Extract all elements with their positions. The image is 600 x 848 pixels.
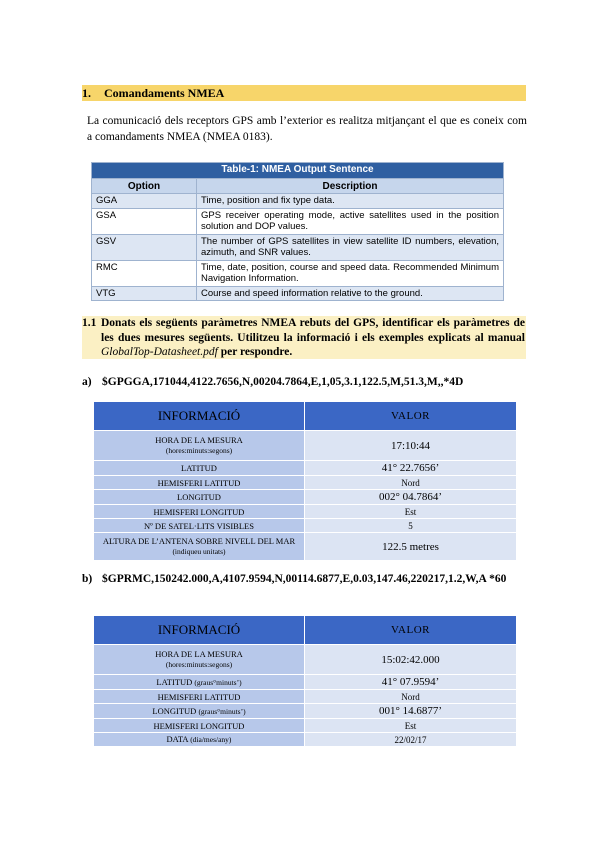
header-value: VALOR bbox=[305, 616, 517, 645]
table-row bbox=[94, 490, 517, 505]
info-label bbox=[94, 733, 305, 747]
info-value: 122.5 metres bbox=[305, 533, 517, 561]
option-cell: RMC bbox=[92, 260, 197, 286]
label-text: HORA DE LA MESURA bbox=[155, 435, 243, 445]
info-value: Est bbox=[305, 505, 517, 519]
info-value: 5 bbox=[305, 519, 517, 533]
description-cell: GPS receiver operating mode, active satellites used in the position solution and DOP values. bbox=[197, 208, 504, 234]
table-row bbox=[94, 431, 517, 461]
info-value: 001° 14.6877’ bbox=[305, 704, 517, 719]
header-value: VALOR bbox=[305, 402, 517, 431]
answer-table-b bbox=[93, 615, 517, 747]
column-header-description: Description bbox=[197, 179, 504, 194]
info-label: HEMISFERI LONGITUD bbox=[94, 505, 305, 519]
description-cell: Time, position and fix type data. bbox=[197, 194, 504, 209]
header-info: INFORMACIÓ bbox=[94, 402, 305, 431]
table-row bbox=[94, 533, 517, 561]
info-label: LONGITUD bbox=[94, 490, 305, 505]
info-value: 15:02:42.000 bbox=[305, 645, 517, 675]
nmea-output-table bbox=[91, 162, 504, 301]
info-label bbox=[94, 675, 305, 690]
info-label bbox=[94, 645, 305, 675]
label-text: DATA bbox=[166, 734, 189, 744]
label-text: HORA DE LA MESURA bbox=[155, 649, 243, 659]
option-cell: VTG bbox=[92, 286, 197, 301]
info-label: LATITUD bbox=[94, 461, 305, 476]
table-row bbox=[92, 208, 504, 234]
table-row bbox=[94, 519, 517, 533]
description-cell: The number of GPS satellites in view satellite ID numbers, elevation, azimuth, and SNR values. bbox=[197, 234, 504, 260]
info-label: Nº DE SATEL·LITS VISIBLES bbox=[94, 519, 305, 533]
label-text: LATITUD bbox=[156, 676, 193, 687]
header-info: INFORMACIÓ bbox=[94, 616, 305, 645]
info-value: Nord bbox=[305, 476, 517, 490]
label-text: ALTURA DE L’ANTENA SOBRE NIVELL DEL MAR bbox=[102, 536, 296, 546]
option-cell: GSV bbox=[92, 234, 197, 260]
info-value: 002° 04.7864’ bbox=[305, 490, 517, 505]
label-unit: (dia/mes/any) bbox=[190, 735, 232, 744]
label-unit: (graus°minuts’) bbox=[198, 706, 246, 716]
table-row bbox=[94, 476, 517, 490]
info-label bbox=[94, 533, 305, 561]
table-row bbox=[94, 461, 517, 476]
info-label: HEMISFERI LATITUD bbox=[94, 690, 305, 704]
subsection-text-after: per respondre. bbox=[217, 346, 293, 358]
label-text: LONGITUD bbox=[152, 705, 197, 716]
table-row bbox=[94, 719, 517, 733]
table-row bbox=[94, 704, 517, 719]
label-unit: (graus°minuts’) bbox=[194, 677, 242, 687]
nmea-sentence: $GPGGA,171044,4122.7656,N,00204.7864,E,1,05,3.1,122.5,M,51.3,M,,*4D bbox=[102, 376, 464, 388]
label-unit: (hores:minuts:segons) bbox=[165, 660, 233, 669]
table-row bbox=[92, 286, 504, 301]
question-label: b) bbox=[82, 573, 93, 585]
section-number: 1. bbox=[82, 86, 91, 100]
table-row bbox=[92, 260, 504, 286]
description-cell: Time, date, position, course and speed data. Recommended Minimum Navigation Information. bbox=[197, 260, 504, 286]
subsection-text bbox=[101, 316, 525, 360]
label-unit: (hores:minuts:segons) bbox=[165, 446, 233, 455]
info-label: HEMISFERI LATITUD bbox=[94, 476, 305, 490]
info-label: HEMISFERI LONGITUD bbox=[94, 719, 305, 733]
table-row bbox=[92, 234, 504, 260]
question-label: a) bbox=[82, 376, 92, 388]
info-label bbox=[94, 431, 305, 461]
manual-reference: GlobalTop-Datasheet.pdf bbox=[101, 346, 218, 358]
info-value: 22/02/17 bbox=[305, 733, 517, 747]
info-value: 17:10:44 bbox=[305, 431, 517, 461]
table-caption: Table-1: NMEA Output Sentence bbox=[92, 163, 504, 179]
info-value: Nord bbox=[305, 690, 517, 704]
option-cell: GSA bbox=[92, 208, 197, 234]
column-header-option: Option bbox=[92, 179, 197, 194]
info-label bbox=[94, 704, 305, 719]
info-value: 41° 07.9594’ bbox=[305, 675, 517, 690]
table-row bbox=[94, 675, 517, 690]
question-a bbox=[82, 376, 463, 388]
answer-table-a bbox=[93, 401, 517, 561]
info-value: Est bbox=[305, 719, 517, 733]
label-unit: (indiqueu unitats) bbox=[172, 547, 226, 556]
subsection-heading bbox=[82, 316, 526, 359]
table-row bbox=[94, 733, 517, 747]
subsection-text-before: Donats els següents paràmetres NMEA rebuts del GPS, identificar els paràmetres de les dues mesures següents. Utilitzeu la informació i els exemples explicats al manual bbox=[101, 317, 525, 344]
table-row bbox=[94, 690, 517, 704]
option-cell: GGA bbox=[92, 194, 197, 209]
intro-paragraph: La comunicació dels receptors GPS amb l’exterior es realitza mitjançant el que es coneix com a comandaments NMEA (NMEA 0183). bbox=[87, 115, 527, 143]
table-row bbox=[94, 505, 517, 519]
table-row bbox=[92, 194, 504, 209]
description-cell: Course and speed information relative to the ground. bbox=[197, 286, 504, 301]
section-heading bbox=[82, 85, 526, 101]
section-title: Comandaments NMEA bbox=[104, 86, 225, 100]
info-value: 41° 22.7656’ bbox=[305, 461, 517, 476]
table-row bbox=[94, 645, 517, 675]
subsection-number: 1.1 bbox=[82, 317, 97, 329]
nmea-sentence: $GPRMC,150242.000,A,4107.9594,N,00114.6877,E,0.03,147.46,220217,1.2,W,A *60 bbox=[102, 573, 507, 585]
